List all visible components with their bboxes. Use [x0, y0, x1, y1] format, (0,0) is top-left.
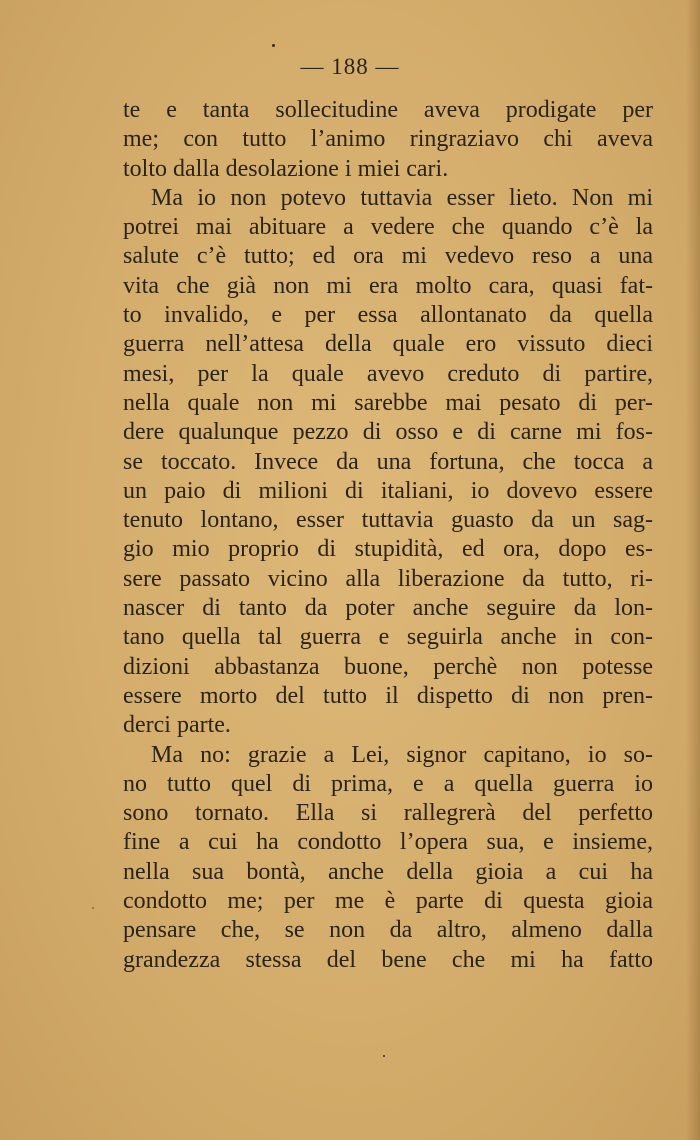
text-line: tolto dalla desolazione i miei cari. — [123, 155, 449, 182]
text-line: gio mio proprio di stupidità, ed ora, dopo es- — [123, 536, 653, 563]
text-line: salute c’è tutto; ed ora mi vedevo reso a una — [123, 243, 653, 270]
text-line: vita che già non mi era molto cara, quasi fat- — [123, 272, 653, 299]
paper-speck — [383, 1055, 385, 1057]
text-line: essere morto del tutto il dispetto di non pren- — [123, 682, 653, 709]
text-line: tano quella tal guerra e seguirla anche in con- — [123, 624, 653, 651]
text-line: condotto me; per me è parte di questa gioia — [123, 888, 653, 915]
body-text — [123, 96, 653, 975]
text-line: no tutto quel di prima, e a quella guerra io — [123, 770, 653, 797]
text-line: te e tanta sollecitudine aveva prodigate per — [123, 97, 653, 123]
text-line: Ma io non potevo tuttavia esser lieto. Non mi — [151, 184, 653, 211]
text-line: grandezza stessa del bene che mi ha fatto — [123, 946, 653, 973]
text-line: potrei mai abituare a vedere che quando c’è la — [123, 214, 653, 241]
page-edge-shadow — [686, 0, 700, 1140]
text-line: Ma no: grazie a Lei, signor capitano, io so- — [151, 741, 653, 768]
text-line: dizioni abbastanza buone, perchè non potesse — [123, 653, 653, 680]
text-line: dere qualunque pezzo di osso e di carne mi fos- — [123, 419, 653, 446]
text-line: nella sua bontà, anche della gioia a cui ha — [123, 858, 653, 885]
page-number: — 188 — — [300, 54, 400, 79]
text-line: nella quale non mi sarebbe mai pesato di per- — [123, 389, 653, 416]
text-line: fine a cui ha condotto l’opera sua, e insieme, — [123, 829, 653, 856]
paper-speck — [272, 44, 275, 47]
text-line: me; con tutto l’animo ringraziavo chi aveva — [123, 126, 653, 153]
text-line: tenuto lontano, esser tuttavia guasto da un sag- — [123, 507, 653, 534]
text-line: sono tornato. Ella si rallegrerà del perfetto — [123, 800, 653, 827]
text-line: to invalido, e per essa allontanato da quella — [123, 302, 653, 329]
text-line: derci parte. — [123, 712, 231, 739]
text-line: sere passato vicino alla liberazione da tutto, ri- — [123, 565, 653, 592]
text-line: pensare che, se non da altro, almeno dalla — [123, 917, 653, 944]
text-line: mesi, per la quale avevo creduto di partire, — [123, 360, 653, 387]
paper-speck — [92, 907, 94, 909]
text-line: guerra nell’attesa della quale ero vissuto dieci — [123, 331, 653, 358]
text-line: un paio di milioni di italiani, io dovevo essere — [123, 477, 653, 504]
text-line: se toccato. Invece da una fortuna, che tocca a — [123, 448, 653, 475]
text-line: nascer di tanto da poter anche seguire da lon- — [123, 595, 653, 622]
